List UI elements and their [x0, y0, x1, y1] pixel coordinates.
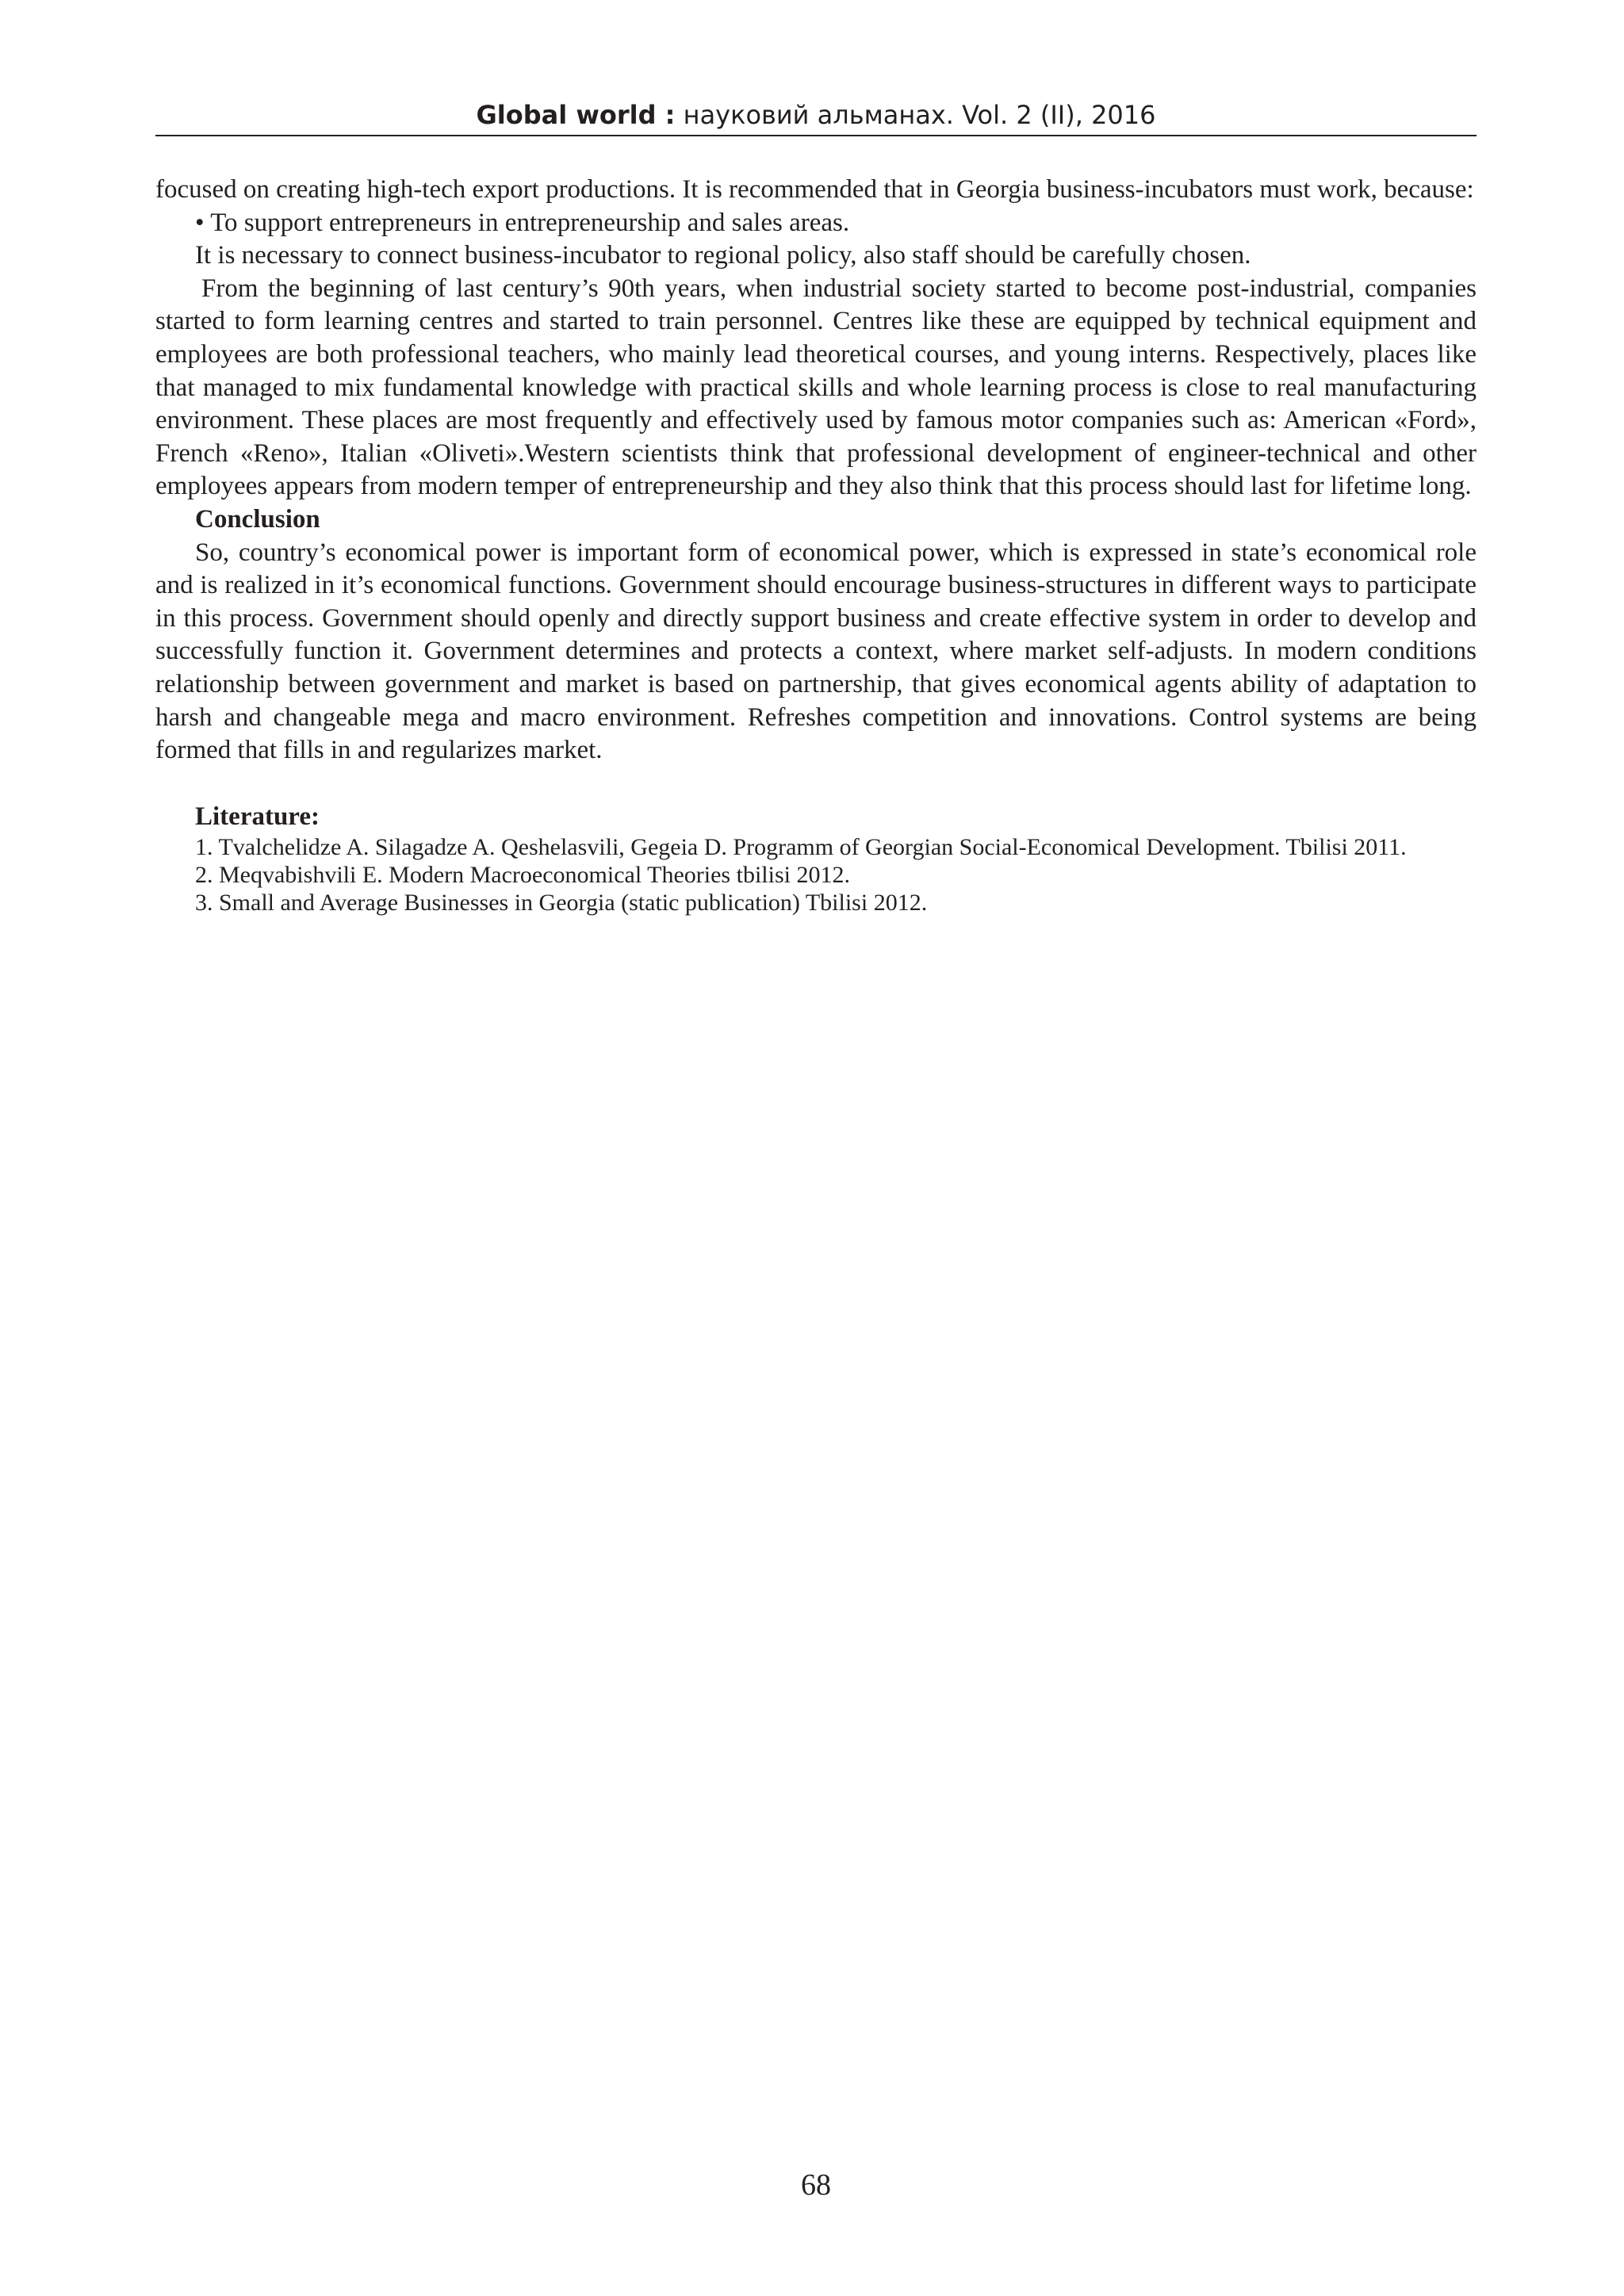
literature-heading: Literature:	[195, 802, 320, 831]
paragraph-incubator-policy: It is necessary to connect business-incubator to regional policy, also staff should be carefully chosen.	[195, 241, 1251, 270]
conclusion-heading: Conclusion	[195, 504, 320, 534]
section-spacer	[155, 767, 1477, 801]
body-text	[155, 174, 1477, 916]
header-rule	[155, 135, 1477, 136]
reference-item-1: 1. Tvalchelidze A. Silagadze A. Qeshelasvili, Gegeia D. Programm of Georgian Social-Economical Development. Tbilisi 2011.	[195, 834, 1407, 861]
conclusion-paragraph: So, country’s economical power is important form of economical power, which is expressed in state’s economical role and is realized in it’s economical functions. Government should encourage business-structures in different ways to participate in this process. Government should openly and directly support business and create effective system in order to develop and successfully function it. Government determines and protects a context, where market self-adjusts. In modern conditions relationship between government and market is based on partnership, that gives economical agents ability of adaptation to harsh and changeable mega and macro environment. Refreshes competition and innovations. Control systems are being formed that fills in and regularizes market.	[155, 538, 1477, 765]
paragraph-continued: focused on creating high-tech export productions. It is recommended that in Georgia business-incubators must work, because:	[155, 175, 1474, 204]
running-header	[155, 98, 1477, 132]
reference-item-3: 3. Small and Average Businesses in Georgia (static publication) Tbilisi 2012.	[195, 890, 928, 916]
journal-title: Global world :	[476, 100, 676, 130]
reference-list	[155, 833, 1477, 916]
journal-subtitle: науковий альманах. Vol. 2 (II), 2016	[683, 100, 1156, 130]
document-page	[155, 0, 1477, 2296]
paragraph-learning-centres: From the beginning of last century’s 90th years, when industrial society started to become post-industrial, companies started to form learning centres and started to train personnel. Centres like these are equipped by technical equipment and employees are both professional teachers, who mainly lead theoretical courses, and young interns. Respectively, places like that managed to mix fundamental knowledge with practical skills and whole learning process is close to real manufacturing environment. These places are most frequently and effectively used by famous motor companies such as: American «Ford», French «Reno», Italian «Oliveti».Western scientists think that professional development of engineer-technical and other employees appears from modern temper of entrepreneurship and they also think that this process should last for lifetime long.	[155, 274, 1477, 501]
bullet-item: • To support entrepreneurs in entrepreneurship and sales areas.	[195, 208, 850, 237]
reference-item-2: 2. Meqvabishvili E. Modern Macroeconomical Theories tbilisi 2012.	[195, 862, 850, 889]
page-number: 68	[801, 2168, 831, 2202]
